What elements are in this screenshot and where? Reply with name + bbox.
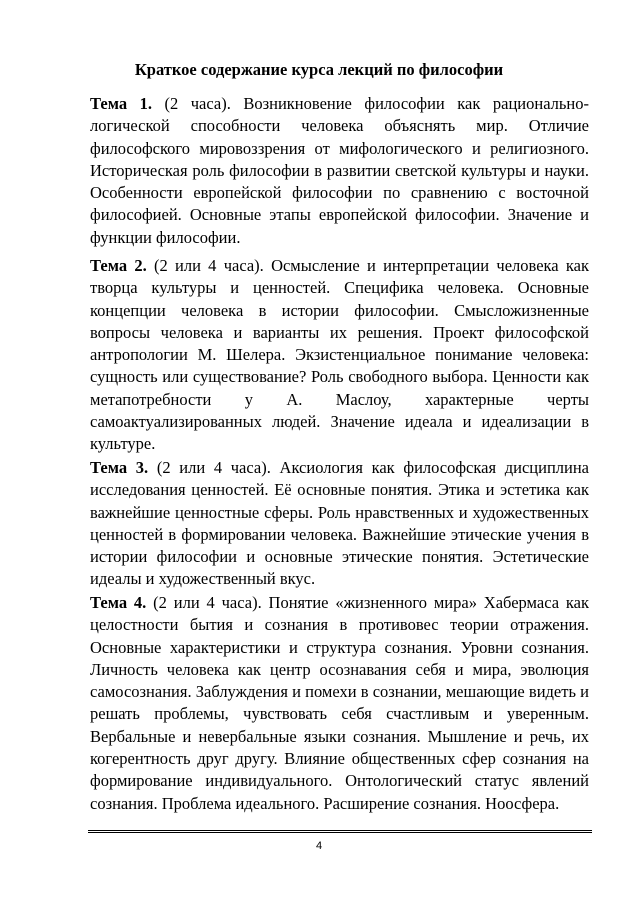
topic-label: Тема 1. bbox=[90, 94, 152, 113]
topic-paragraph bbox=[90, 457, 589, 591]
topic-paragraph bbox=[90, 255, 589, 456]
topic-label: Тема 3. bbox=[90, 458, 149, 477]
footer-divider bbox=[88, 830, 592, 833]
topic-text: (2 или 4 часа). Аксиология как философская дисциплина исследования ценностей. Её основные понятия. Этика и эстетика как важнейшие ценностные сферы. Роль нравственных и художественных ценностей в формировании человека. Важнейшие этические учения в истории философии и основные этические понятия. Эстетические идеалы и художественный вкус. bbox=[90, 458, 590, 589]
document-title: Краткое содержание курса лекций по философии bbox=[134, 60, 504, 79]
topic-label: Тема 4. bbox=[90, 593, 147, 612]
topic-paragraph bbox=[90, 592, 589, 815]
page-number: 4 bbox=[315, 840, 323, 852]
topic-paragraph bbox=[90, 93, 589, 249]
topic-label: Тема 2. bbox=[90, 256, 147, 275]
topic-text: (2 или 4 часа). Осмысление и интерпретации человека как творца культуры и ценностей. Специфика человека. Основные концепции человека в истории философии. Смысложизненные вопросы человека и варианты их решения. Проект философской антропологии М. Шелера. Экзистенциальное понимание человека: сущность или существование? Роль свободного выбора. Ценности как метапотребности у А. Маслоу, характерные черты самоактуализированных людей. Значение идеала и идеализации в культуре. bbox=[90, 256, 590, 454]
topic-text: (2 часа). Возникновение философии как рационально-логической способности человека объяснять мир. Отличие философского мировоззрения от мифологического и религиозного. Историческая роль философии в развитии светской культуры и науки. Особенности европейской философии по сравнению с восточной философией. Основные этапы европейской философии. Значение и функции философии. bbox=[90, 94, 589, 247]
topic-text: (2 или 4 часа). Понятие «жизненного мира» Хабермаса как целостности бытия и сознания в противовес теории отражения. Основные характеристики и структура сознания. Уровни сознания. Личность человека как центр осознавания себя и мира, эволюция самосознания. Заблуждения и помехи в сознании, мешающие видеть и решать проблемы, чувствовать себя счастливым и уверенным. Вербальные и невербальные языки сознания. Мышление и речь, их когерентность друг другу. Влияние общественных сфер сознания на формирование индивидуального. Онтологический статус явлений сознания. Проблема идеального. Расширение сознания. Ноосфера. bbox=[90, 593, 590, 813]
